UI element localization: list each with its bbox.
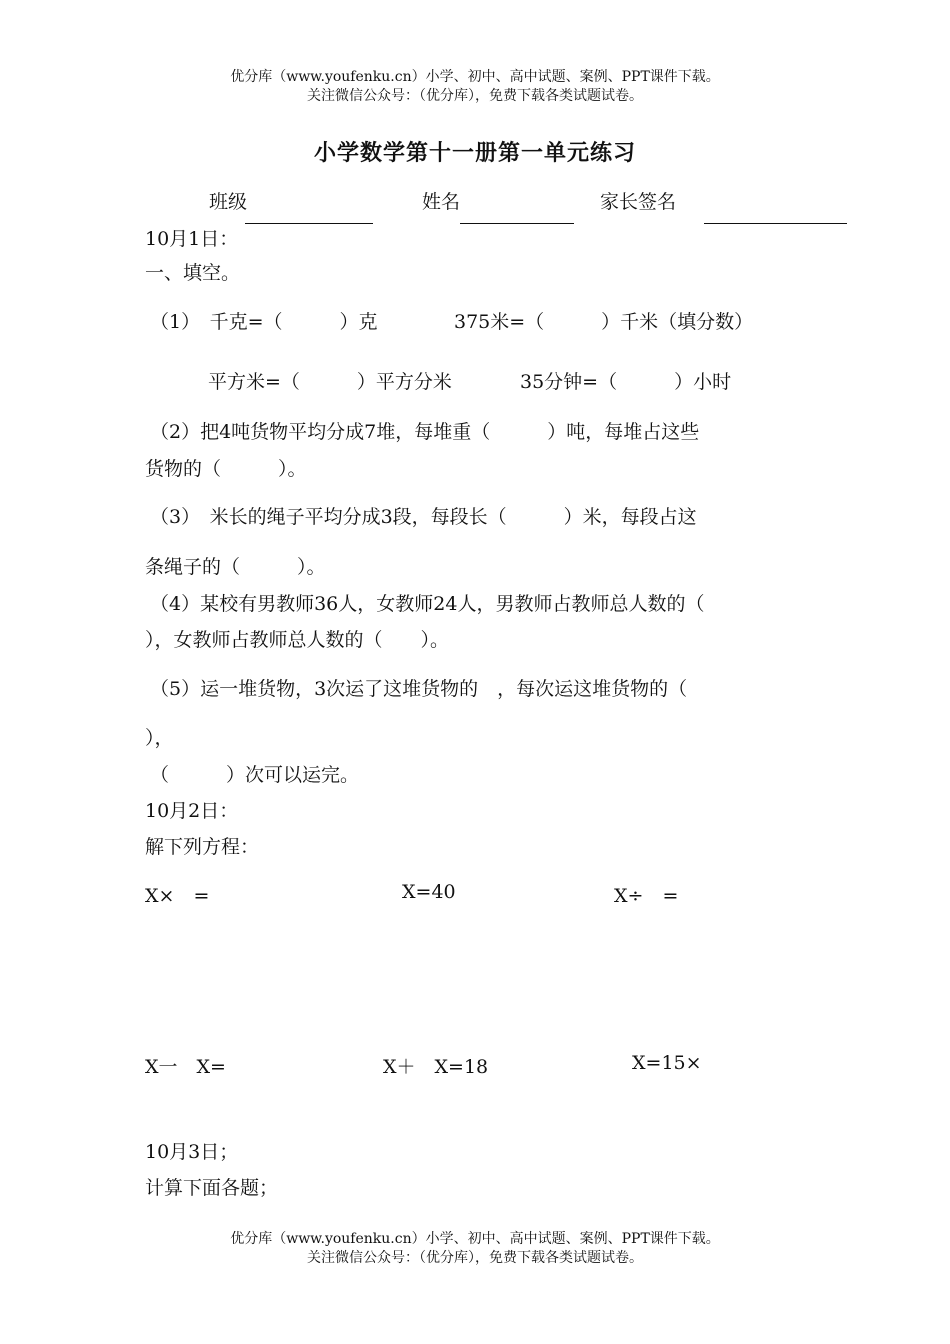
- q5-line1: （5）运一堆货物，3次运了这堆货物的 ，每次运这堆货物的（: [150, 678, 688, 700]
- day1-section-title: 一、填空。: [145, 262, 241, 284]
- header-line-1: 优分库（www.youfenku.cn）小学、初中、高中试题、案例、PPT课件下载。: [230, 69, 720, 85]
- q2-line1: （2）把4吨货物平均分成7堆，每堆重（ ）吨，每堆占这些: [150, 421, 700, 443]
- header-line-2: 关注微信公众号：（优分库），免费下载各类试题试卷。: [307, 88, 643, 104]
- q1-line1-part-a: （1） 千克=（ ）克: [150, 311, 378, 333]
- day2-date: 10月2日：: [145, 800, 239, 822]
- q3-line1: （3） 米长的绳子平均分成3段，每段长（ ）米，每段占这: [150, 506, 697, 528]
- footer-line-1: 优分库（www.youfenku.cn）小学、初中、高中试题、案例、PPT课件下载。: [230, 1231, 720, 1247]
- page-title: 小学数学第十一册第一单元练习: [313, 140, 636, 166]
- q5-line3: （ ）次可以运完。: [150, 764, 360, 786]
- footer-line-2: 关注微信公众号：（优分库），免费下载各类试题试卷。: [307, 1250, 643, 1266]
- q3-line2: 条绳子的（ ）。: [145, 556, 326, 578]
- parent-signature-underline: [704, 223, 847, 224]
- day1-date: 10月1日：: [145, 228, 239, 250]
- day2-section-title: 解下列方程：: [145, 836, 260, 858]
- q2-line2: 货物的（ ）。: [145, 458, 307, 480]
- q4-line2: ），女教师占教师总人数的（ ）。: [145, 629, 450, 651]
- parent-signature-label: 家长签名: [600, 191, 677, 213]
- q1-line2-part-b: 35分钟=（ ）小时: [520, 371, 732, 393]
- equation-5: X＋ X=18: [383, 1056, 489, 1078]
- equation-6: X=15×: [632, 1052, 702, 1074]
- class-label: 班级: [209, 191, 248, 213]
- class-underline: [245, 223, 373, 224]
- name-label: 姓名: [422, 191, 461, 213]
- equation-4: X一 X=: [145, 1056, 226, 1078]
- q1-line1-part-b: 375米=（ ）千米（填分数）: [454, 311, 754, 333]
- equation-1: X× =: [145, 885, 210, 907]
- name-underline: [460, 223, 574, 224]
- equation-3: X÷ =: [614, 885, 679, 907]
- day3-section-title: 计算下面各题；: [145, 1177, 279, 1199]
- q5-line2: ），: [145, 727, 174, 749]
- q4-line1: （4）某校有男教师36人，女教师24人，男教师占教师总人数的（: [150, 593, 705, 615]
- day3-date: 10月3日；: [145, 1141, 239, 1163]
- q1-line2-part-a: 平方米=（ ）平方分米: [208, 371, 452, 393]
- equation-2: X=40: [402, 881, 456, 903]
